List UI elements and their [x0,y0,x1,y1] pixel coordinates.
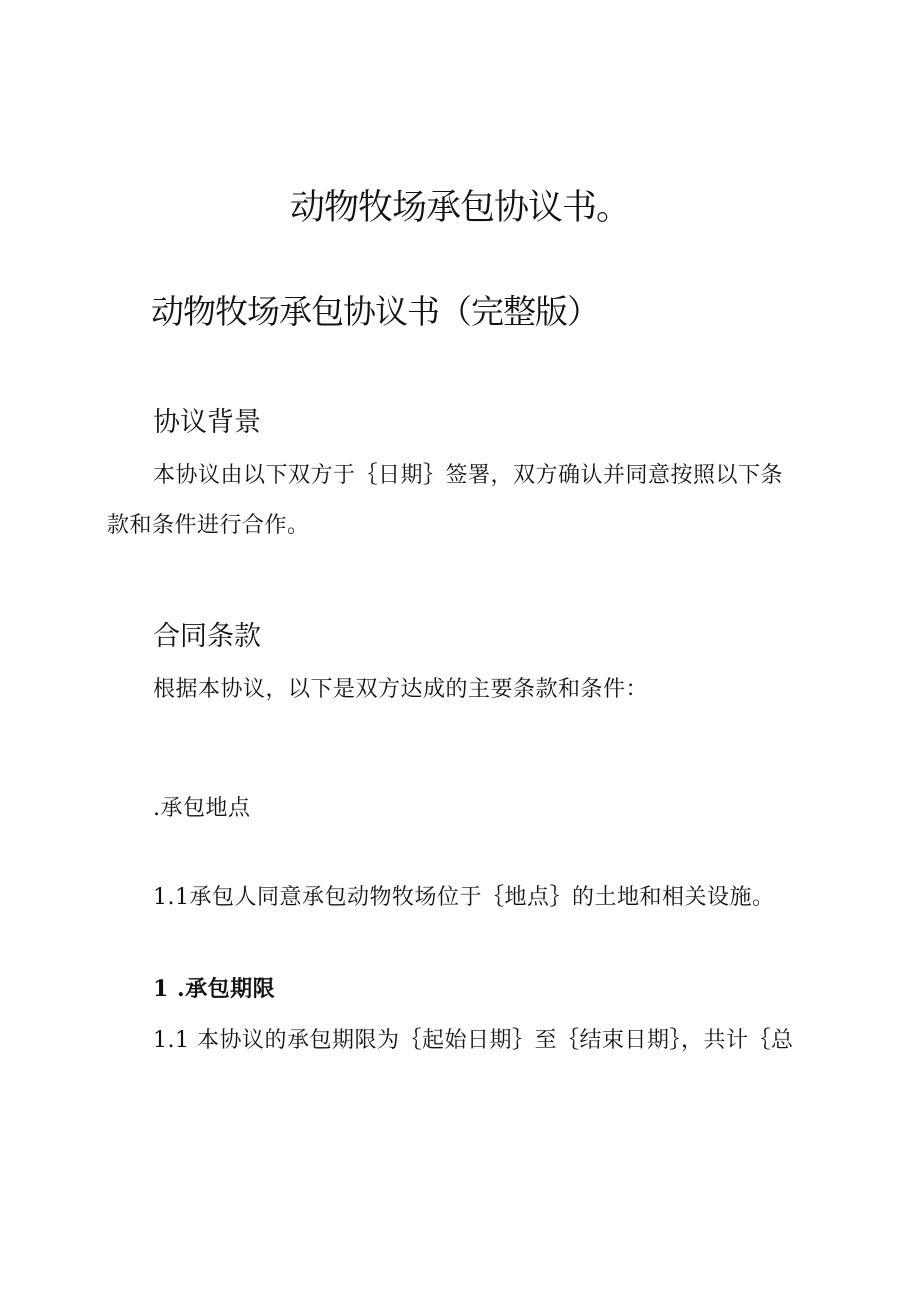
section-heading-background: 协议背景 [153,407,261,438]
section-heading-contract-terms: 合同条款 [153,621,261,652]
clause-item-location: 1.1承包人同意承包动物牧场位于｛地点｝的土地和相关设施。 [153,885,775,910]
contract-terms-paragraph: 根据本协议，以下是双方达成的主要条款和条件： [153,677,649,702]
document-title: 动物牧场承包协议书。 [289,188,630,228]
clause-title-location: .承包地点 [153,796,251,821]
clause-title-term: 1 .承包期限 [153,976,276,1002]
background-paragraph-line-2: 款和条件进行合作。 [107,513,310,538]
background-paragraph-line-1: 本协议由以下双方于｛日期｝签署，双方确认并同意按照以下条 [153,463,784,488]
document-subtitle: 动物牧场承包协议书（完整版） [151,292,599,331]
clause-item-term: 1.1 本协议的承包期限为｛起始日期｝至｛结束日期｝，共计｛总 [153,1028,794,1053]
